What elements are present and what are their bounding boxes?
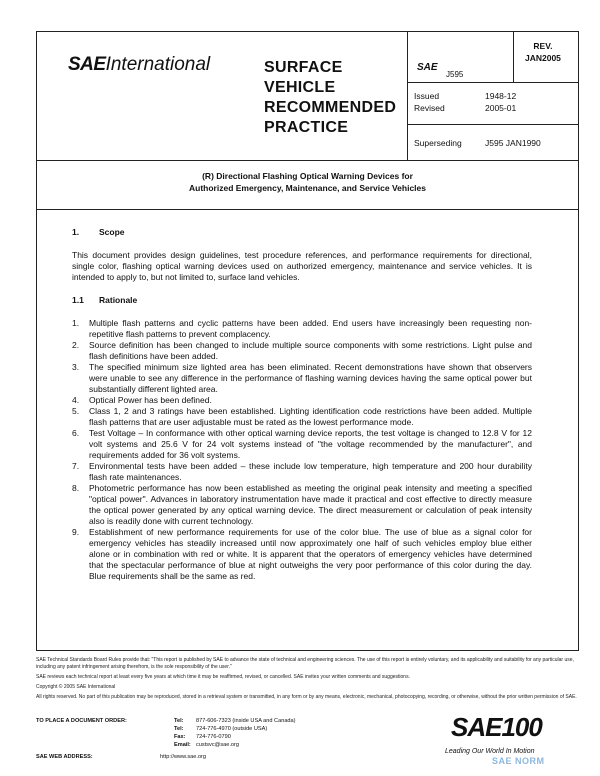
header-vline-2 [513,32,514,82]
sae-mini-logo: SAE [417,62,438,73]
scope-paragraph: This document provides design guidelines, test procedure references, and performance requirements for directional, single color, flashing optical warning devices used on authorized emergency, maintenance and service vehicles. It is intended to apply to, but not limited to, surface land vehicles. [72,250,532,282]
section-1-heading: 1. Scope [72,227,125,237]
tel-label: Tel: [174,718,184,724]
rationale-list [72,318,532,582]
document-type: SURFACE VEHICLE RECOMMENDED PRACTICE [264,59,397,136]
title-divider [37,209,578,210]
web-link[interactable]: http://www.sae.org [160,754,207,760]
email-label: Email: [174,742,191,748]
fax-value: 724-776-0790 [196,734,231,740]
order-label: TO PLACE A DOCUMENT ORDER: [36,718,127,724]
legal-footer [36,657,584,704]
footer-rights: All rights reserved. No part of this publication may be reproduced, stored in a retrieval system or transmitted, in any form or by any means, electronic, mechanical, photocopying, recording, or otherwise, without the prior written permission of SAE. [36,694,577,700]
footer-review: SAE reviews each technical report at least every five years at which time it may be reaffirmed, revised, or cancelled. SAE invites your written comments and suggestions. [36,674,410,680]
tel-value-2: 724-776-4970 (outside USA) [196,726,268,732]
footer-rules: SAE Technical Standards Board Rules provide that: "This report is published by SAE to advance the state of technical and engineering sciences. The use of this report is entirely voluntary, and its applicability and suitability for any particular use, including any patent infringement arising therefrom, is the sole responsibility of the user." [36,657,574,670]
document-body [72,227,532,582]
list-item: 3. The specified minimum size lighted area has been eliminated. Recent demonstrations have shown that observers were unable to see any difference in the performance of flashing warning devices having the same optical power but substantially different lighted area. [72,362,532,394]
superseding-label: Superseding [414,138,462,148]
list-item: 4. Optical Power has been defined. [72,395,212,405]
header-divider [37,160,578,161]
list-item: 6. Test Voltage – In conformance with other optical warning device reports, the test voltage is changed to 12.8 V for 12 volt systems and 25.6 V for 24 volt systems instead of "the voltage recommended by the manufacturer", and requirements added for 36 volt systems. [72,428,532,460]
list-item: 1. Multiple flash patterns and cyclic patterns have been added. End users have increasingly been requesting non-repetitive flash patterns to prevent complacency. [72,318,532,339]
document-number: J595 [446,70,464,79]
issued-label: Issued [414,91,440,101]
superseding-divider [407,124,578,125]
sae100-logo: SAE100 [451,712,542,742]
issued-value: 1948-12 [485,91,517,101]
sae-international-logo: SAEInternational [68,54,211,75]
tagline: Leading Our World In Motion [445,748,535,755]
tel-label-2: Tel: [174,726,184,732]
list-item: 8. Photometric performance has now been established as meeting the original peak intensity and meeting a specified "optical power". Advances in laboratory instrumentation have made it practical and cost effective to directly measure the optical power generated by any optical warning device. The direct measurement or calculation of peak intensity also is readily done with current technology. [72,483,532,526]
web-label: SAE WEB ADDRESS: [36,754,93,760]
fax-label: Fax: [174,734,186,740]
email-link[interactable]: custsvc@sae.org [196,742,239,748]
watermark: SAE NORM [492,756,545,766]
list-item: 9. Establishment of new performance requirements for use of the color blue. The use of blue as a signal color for emergency vehicles has steadily increased until now approximately one half of such vehicles employ blue either alone or in combination with red or white. It is apparent that the operators of emergency vehicles have determined that the spectacular performance of blue at night outweighs the very poor performance of this color during the day. Blue requirements shall be the same as red. [72,527,532,581]
document-title: (R) Directional Flashing Optical Warning Devices for Authorized Emergency, Maintenance, and Service Vehicles [189,171,426,193]
list-item: 2. Source definition has been changed to include multiple source components with some restrictions. Light pulse and flash definitions have been added. [72,340,532,361]
revision-block: REV. JAN2005 [525,41,561,63]
header-vline-1 [407,32,408,160]
tel-value-1: 877-606-7323 (inside USA and Canada) [196,718,296,724]
revised-value: 2005-01 [485,103,517,113]
rev-divider [407,82,578,83]
revised-label: Revised [414,103,445,113]
superseding-value: J595 JAN1990 [485,138,541,148]
footer-copyright: Copyright © 2005 SAE International [36,684,116,690]
section-1-1-heading: 1.1 Rationale [72,295,138,305]
list-item: 7. Environmental tests have been added – these include low temperature, high temperature and 200 hour durability flash rate maintenances. [72,461,532,482]
list-item: 5. Class 1, 2 and 3 ratings have been established. Lighting identification code restrictions have been added. Multiple flash patterns that are user adjustable must be rated as the lowest performance mode. [72,406,532,427]
